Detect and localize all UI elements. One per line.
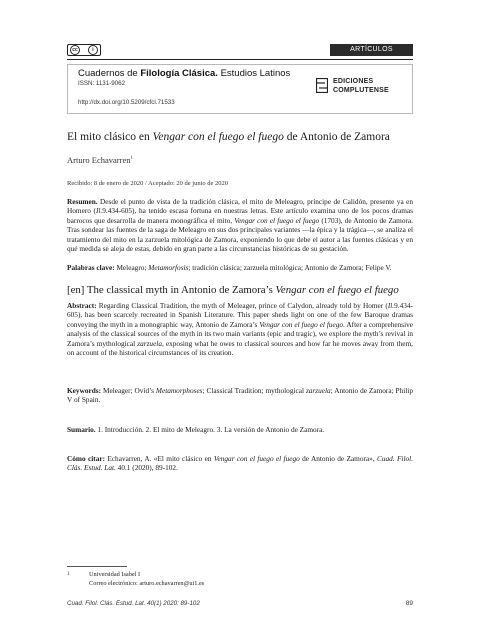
title-en-prefix: [en] The classical myth in Antonio de Zamora’s — [67, 284, 276, 296]
abstract-il-ref: Il. — [387, 301, 395, 310]
citar-text-3: 40.1 (2020), 89-102. — [115, 463, 178, 473]
palabras-text-1: Meleagro; — [114, 263, 149, 272]
keywords-text-2: ; Classical Tradition; mythological — [202, 386, 306, 395]
como-citar-paragraph — [67, 454, 413, 473]
author — [67, 155, 133, 165]
citar-label: Cómo citar: — [67, 454, 106, 463]
keywords-paragraph — [67, 386, 413, 405]
journal-title — [78, 68, 290, 79]
author-footnote-ref[interactable]: 1 — [130, 156, 133, 162]
palabras-text-2: ; tradición clásica; zarzuela mitológica; Antonio de Zamora; Felipe V. — [188, 263, 392, 272]
journal-name-post: Estudios Latinos — [217, 68, 291, 79]
footnote-number: 1 — [67, 572, 70, 577]
citar-text-1: Echavarren, A. «El mito clásico en — [105, 454, 214, 463]
abstract-italic-title: Vengar con el fuego el fuego — [259, 319, 344, 329]
keywords-text-1: Meleager; Ovid’s — [101, 386, 156, 395]
title-es-part1: El mito clásico en — [67, 131, 153, 143]
journal-name-bold: Filología Clásica. — [140, 68, 218, 79]
section-tag: ARTÍCULOS — [330, 44, 413, 56]
resumen-text-2: 9.434-605), ha tenido escasa fortuna en nuestras letras. Este artículo examina uno de los pocos dramas barrocos que desarrolla de manera monográfica el mito, — [67, 206, 413, 225]
footer-citation: Cuad. Filol. Clás. Estud. Lat. 40(1) 2020: 89-102 — [67, 600, 200, 607]
footnote-rule — [67, 566, 127, 567]
keywords-italic-2: zarzuela — [305, 386, 331, 395]
sumario-label: Sumario. — [67, 425, 96, 434]
abstract-text-3: . After a comprehensive analysis of the classical sources of the myth in its two main variants (epic and tragic), we explore the myth’s revival in Zamora’s mythological — [67, 319, 413, 348]
article-title-en — [67, 284, 399, 296]
resumen-paragraph — [67, 197, 413, 253]
publisher-name — [333, 78, 389, 95]
citar-text-2: de Antonio de Zamora», — [299, 454, 377, 463]
doi-link[interactable]: http://dx.doi.org/10.5209/cfcl.71533 — [78, 99, 175, 106]
abstract-paragraph — [67, 301, 413, 357]
title-en-italic: Vengar con el fuego el fuego — [275, 284, 399, 296]
abstract-text-1: Regarding Classical Tradition, the myth of Meleager, prince of Calydon, already told by Homer ( — [96, 301, 388, 310]
keywords-italic-1: Metamorphoses — [155, 386, 203, 395]
palabras-clave-paragraph — [67, 263, 413, 272]
top-rule — [67, 59, 413, 60]
cc-symbol: cc — [70, 45, 80, 55]
creative-commons-by-icon — [67, 44, 101, 56]
abstract-label: Abstract: — [67, 301, 97, 310]
citar-italic-journal: Cuad. Filol. Clás. Estud. Lat. — [67, 454, 413, 473]
by-symbol: i — [88, 45, 98, 55]
title-es-italic: Vengar con el fuego el fuego — [152, 131, 284, 143]
abstract-italic-zarzuela: zarzuela — [137, 338, 162, 348]
sumario-paragraph — [67, 425, 413, 434]
ediciones-complutense-logo-icon — [316, 78, 328, 93]
resumen-italic-title: Vengar con el fuego el fuego — [234, 215, 320, 225]
abstract-text-4: , exposing what he owes to classical sources and how far he moves away from them, on account of the historical circumstances of its creation. — [67, 338, 413, 358]
footnote — [67, 571, 204, 588]
palabras-clave-label: Palabras clave: — [67, 263, 115, 272]
citar-italic-title: Vengar con el fuego el fuego — [213, 454, 300, 463]
resumen-label: Resumen. — [67, 197, 98, 206]
publisher-line1: EDICIONES — [333, 78, 374, 85]
abstract-text-2: 9.434-605), has been scarcely recreated in Spanish Literature. This paper sheds light on one of the few Baroque dramas conveying the myth in a monographic way, Antonio de Zamora’s — [67, 301, 413, 329]
author-name: Arturo Echavarren — [67, 155, 131, 165]
title-es-part2: de Antonio de Zamora — [283, 131, 390, 143]
page-number: 89 — [405, 600, 413, 607]
palabras-italic: Metamorfosis — [148, 263, 189, 272]
resumen-text-3: (1703), de Antonio de Zamora. Tras sondear las fuentes de la saga de Meleagro en sus dos principales variantes —la épica y la trágica—, se analiza el tratamiento del mito en la zarzuela mitológica de Zamora, exponiendo lo que debe el autor a las fuentes clásicas y en qué medida se aleja de estas, debido en gran parte a las circunstancias históricas de su gestación. — [67, 215, 413, 254]
keywords-text-3: ; Antonio de Zamora; Philip V of Spain. — [67, 386, 413, 405]
resumen-text-1: Desde el punto de vista de la tradición clásica, el mito de Meleagro, príncipe de Calidón, presente ya en Homero ( — [67, 197, 413, 216]
footnote-affiliation: Universidad Isabel I — [89, 571, 141, 578]
article-title-es — [67, 131, 390, 143]
resumen-il-ref: Il. — [95, 206, 103, 216]
journal-name-pre: Cuadernos de — [78, 68, 141, 79]
publisher-line2: COMPLUTENSE — [333, 86, 389, 94]
keywords-label: Keywords: — [67, 386, 102, 395]
issn: ISSN: 1131-9062 — [78, 80, 126, 87]
received-accepted-dates: Recibido: 8 de enero de 2020 / Aceptado: 20 de junio de 2020 — [67, 180, 229, 187]
sumario-text: 1. Introducción. 2. El mito de Meleagro. 3. La versión de Antonio de Zamora. — [95, 425, 325, 434]
footnote-email[interactable]: Correo electrónico: arturo.echavarren@ui1.es — [89, 579, 205, 587]
